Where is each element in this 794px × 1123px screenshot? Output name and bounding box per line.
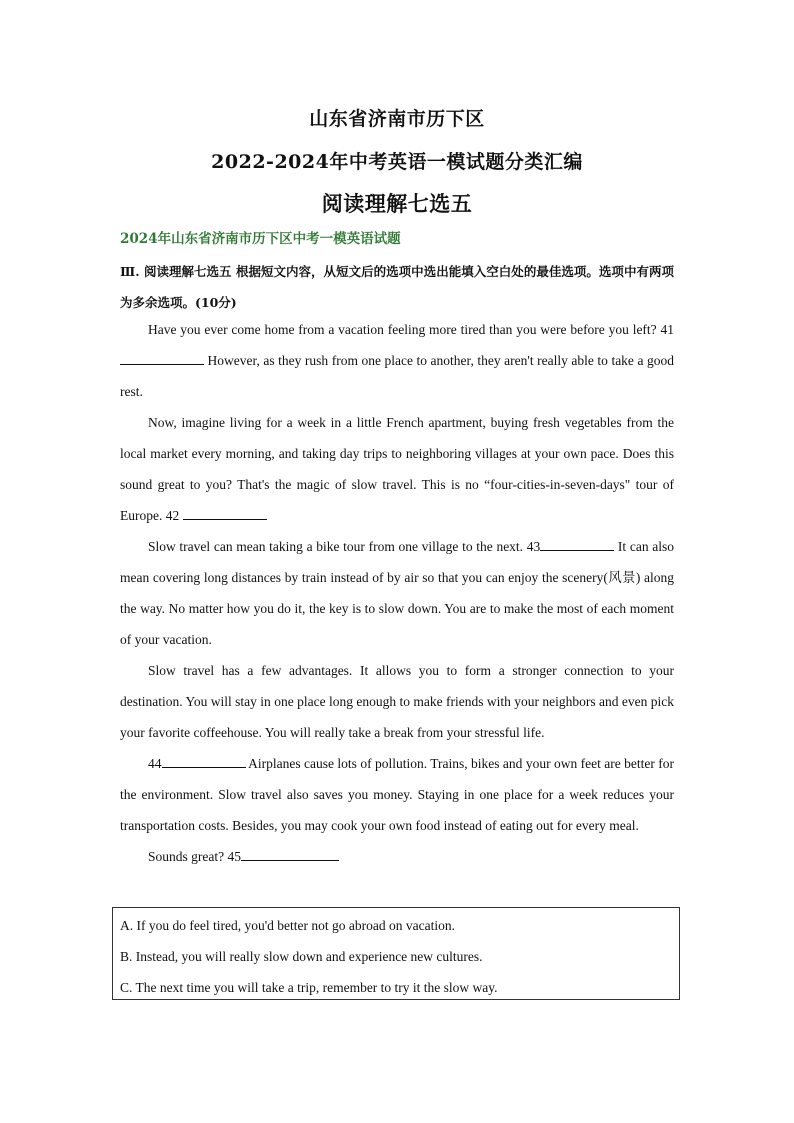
paragraph-text: Have you ever come home from a vacation feeling more tired than you were before you left? 41: [148, 322, 674, 337]
paragraph-3: [120, 531, 674, 655]
option-b: B. Instead, you will really slow down and experience new cultures.: [120, 949, 483, 964]
option-a: A. If you do feel tired, you'd better not go abroad on vacation.: [120, 918, 455, 933]
reading-passage: [120, 314, 674, 872]
answer-blank-41: [120, 350, 204, 365]
paragraph-6: [120, 841, 674, 872]
paragraph-text: 44: [148, 756, 162, 771]
section-heading: 2024年山东省济南市历下区中考一模英语试题: [120, 231, 401, 247]
options-box: [112, 907, 680, 1000]
answer-blank-45: [241, 846, 339, 861]
title-subject: 2022-2024年中考英语一模试题分类汇编: [211, 151, 583, 173]
answer-blank-44: [162, 753, 246, 768]
paragraph-text: However, as they rush from one place to another, they aren't really able to take a good rest.: [120, 353, 674, 399]
paragraph-text: Now, imagine living for a week in a little French apartment, buying fresh vegetables from the local market every morning, and taking day trips to neighboring villages at your own pace. Does this sound great to you? That's the magic of slow travel. This is no “four-cities-in-seven-days" tour of Europe. 42: [120, 415, 674, 523]
title-region: 山东省济南市历下区: [309, 108, 485, 130]
question-instruction: Ⅲ. 阅读理解七选五 根据短文内容，从短文后的选项中选出能填入空白处的最佳选项。选项中有两项为多余选项。(10分): [120, 264, 674, 310]
paragraph-5: [120, 748, 674, 841]
paragraph-4: Slow travel has a few advantages. It allows you to form a stronger connection to your destination. You will stay in one place long enough to make friends with your neighbors and even pick your favorite coffeehouse. You will really take a break from your stressful life.: [120, 663, 674, 740]
paragraph-2: [120, 407, 674, 531]
title-topic: 阅读理解七选五: [321, 191, 473, 216]
answer-blank-42: [183, 505, 267, 520]
paragraph-text: It can also mean covering long distances by train instead of by air so that you can enjoy the scenery(风景) along the way. No matter how you do it, the key is to slow down. You are to make the most of each moment of your vacation.: [120, 539, 674, 647]
paragraph-1: [120, 314, 674, 407]
paragraph-text: Sounds great? 45: [148, 849, 241, 864]
option-c: C. The next time you will take a trip, remember to try it the slow way.: [120, 980, 498, 995]
answer-blank-43: [540, 536, 614, 551]
paragraph-text: Airplanes cause lots of pollution. Trains, bikes and your own feet are better for the environment. Slow travel also saves you money. Staying in one place for a week reduces your transportation costs. Besides, you may cook your own food instead of eating out for every meal.: [120, 756, 674, 833]
paragraph-text: Slow travel can mean taking a bike tour from one village to the next. 43: [148, 539, 541, 554]
